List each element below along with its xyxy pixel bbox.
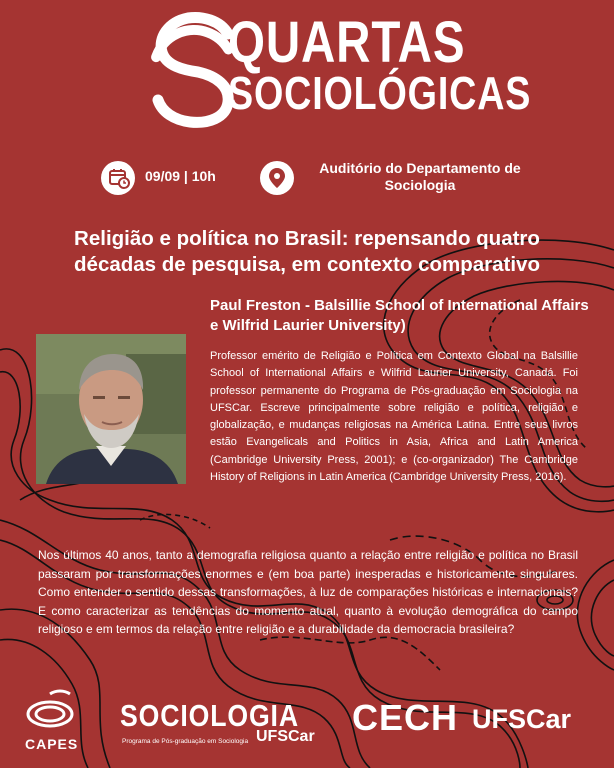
capes-label: CAPES <box>25 736 79 752</box>
sociologia-ufscar-text: UFSCar <box>256 728 315 745</box>
speaker-photo <box>36 334 186 484</box>
sociologia-logo-text: SOCIOLOGIA <box>120 698 299 733</box>
logo-title-line1: QUARTAS <box>228 10 466 75</box>
calendar-clock-icon <box>101 161 135 195</box>
ufscar-logo-text: UFSCar <box>472 704 572 734</box>
quartas-sociologicas-logo-mark <box>150 10 240 128</box>
location-pin-icon <box>260 161 294 195</box>
event-abstract: Nos últimos 40 anos, tanto a demografia religiosa quanto a relação entre religião e política no Brasil passaram por transformações enormes e (em boa parte) inesperadas e historicamente singulares. Como entender o sentido dessas transformações, à luz de comparações históricas e internacionais? E como caracterizar as tendências do momento atual, quanto à evolução demográfica do campo religioso e em termos da relação entre religião e a durabilidade da democracia brasileira? <box>38 548 578 636</box>
event-venue: Auditório do Departamento de Sociologia <box>319 160 521 193</box>
event-title: Religião e política no Brasil: repensando quatro décadas de pesquisa, em contexto comparativo <box>74 227 540 276</box>
cech-logo-text: CECH <box>352 697 459 738</box>
speaker-name: Paul Freston - Balsillie School of International Affairs e Wilfrid Laurier University) <box>210 297 589 334</box>
sociologia-program-text: Programa de Pós-graduação em Sociologia <box>122 738 249 745</box>
logo-title-line2: SOCIOLÓGICAS <box>228 67 532 119</box>
event-date-time: 09/09 | 10h <box>145 168 216 184</box>
speaker-bio: Professor emérito de Religião e Política em Contexto Global na Balsillie School of International Affairs e Wilfrid Laurier University, Canadá. Foi professor permanente do Programa de Pós-graduação em Sociologia na UFSCar. Escreve principalmente sobre religião e política, religião e globalização, e mudanças religiosas na América Latina. Entre seus livros estão Evangelicals and Politics in Asia, Africa and Latin America (Cambridge University Press, 2001); e (co-organizador) The Cambridge History of Religions in Latin America (Cambridge University Press, 2016). <box>210 350 578 484</box>
